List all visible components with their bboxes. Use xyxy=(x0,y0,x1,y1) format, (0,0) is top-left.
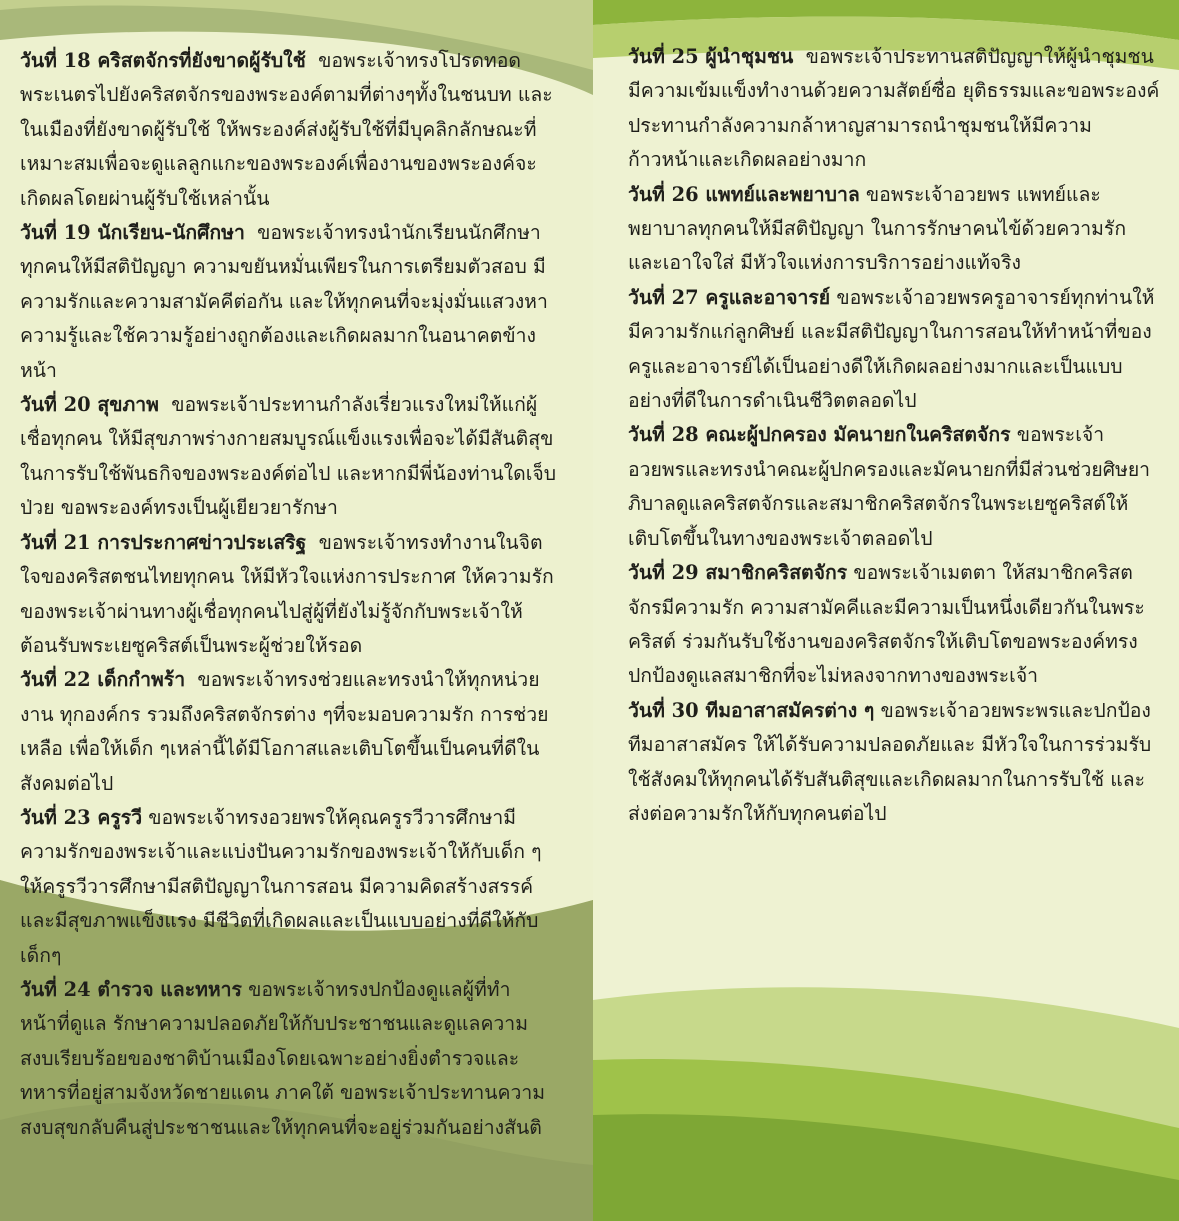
entry-day-27-text: ขอพระเจ้าอวยพรครูอาจารย์ทุกท่านให้มีความรักแก่ลูกศิษย์ และมีสติปัญญาในการสอนให้ทำหน้าที่ของครูและอาจารย์ได้เป็นอย่างดีให้เกิดผลอย่างมากและเป็นแบบอย่างที่ดีในการดำเนินชีวิตตลอดไป xyxy=(628,285,1155,413)
entry-day-30-text: ขอพระเจ้าอวยพระพรและปกป้องทีมอาสาสมัคร ให้ได้รับความปลอดภัยและ มีหัวใจในการร่วมรับใช้สังคมให้ทุกคนได้รับสันติสุขและเกิดผลมากในการรับใช้ และส่งต่อความรักให้กับทุกคนต่อไป xyxy=(628,698,1152,825)
entry-day-25-heading: วันที่ 25 ผู้นำชุมชน xyxy=(628,45,794,68)
entry-day-26-heading: วันที่ 26 แพทย์และพยาบาล xyxy=(628,182,860,206)
entry-day-23-heading: วันที่ 23 ครูรวี xyxy=(20,805,143,829)
entry-day-28 xyxy=(628,418,1160,556)
entry-day-30-heading: วันที่ 30 ทีมอาสาสมัครต่าง ๆ xyxy=(628,698,875,722)
right-panel xyxy=(593,0,1179,1221)
entry-day-30 xyxy=(628,694,1160,832)
entry-day-29 xyxy=(628,556,1160,694)
entry-day-20 xyxy=(20,388,558,526)
right-column xyxy=(628,40,1160,831)
entry-day-24-text: ขอพระเจ้าทรงปกป้องดูแลผู้ที่ทำหน้าที่ดูแล รักษาความปลอดภัยให้กับประชาชนและดูแลความสงบเรียบร้อยของชาติบ้านเมืองโดยเฉพาะอย่างยิ่งตำรวจและทหารที่อยู่สามจังหวัดชายแดน ภาคใต้ ขอพระเจ้าประทานความสงบสุขกลับคืนสู่ประชาชนและให้ทุกคนที่จะอยู่ร่วมกันอย่างสันติ xyxy=(20,977,546,1139)
entry-day-23 xyxy=(20,801,558,973)
entry-day-20-heading: วันที่ 20 สุขภาพ xyxy=(20,393,159,417)
entry-day-24 xyxy=(20,973,558,1145)
entry-day-26-text: ขอพระเจ้าอวยพร แพทย์และพยาบาลทุกคนให้มีสติปัญญา ในการรักษาคนไข้ด้วยความรักและเอาใจใส่ มีหัวใจแห่งการบริการอย่างแท้จริง xyxy=(628,182,1127,275)
entry-day-18-text: ขอพระเจ้าทรงโปรดทอดพระเนตรไปยังคริสตจักรของพระองค์ตามที่ต่างๆทั้งในชนบท และในเมืองที่ยังขาดผู้รับใช้ ให้พระองค์ส่งผู้รับใช้ที่มีบุคลิกลักษณะที่เหมาะสมเพื่อจะดูแลลูกแกะของพระองค์เพื่องานของพระองค์จะเกิดผลโดยผ่านผู้รับใช้เหล่านั้น xyxy=(20,49,553,210)
entry-day-28-heading: วันที่ 28 คณะผู้ปกครอง มัคนายกในคริสตจักร xyxy=(628,423,1011,447)
entry-day-28-text: ขอพระเจ้าอวยพรและทรงนำคณะผู้ปกครองและมัคนายกที่มีส่วนช่วยศิษยาภิบาลดูแลคริสตจักรและสมาชิกคริสตจักรในพระเยซูคริสต์ให้เติบโตขึ้นในทางของพระเจ้าตลอดไป xyxy=(628,423,1151,550)
entry-day-18 xyxy=(20,44,558,216)
entry-day-21 xyxy=(20,526,558,664)
entry-day-21-heading: วันที่ 21 การประกาศข่าวประเสริฐ xyxy=(20,530,307,554)
entry-day-27 xyxy=(628,281,1160,419)
left-column xyxy=(20,44,558,1145)
entry-day-29-text: ขอพระเจ้าเมตตา ให้สมาชิกคริสตจักรมีความรัก ความสามัคคีและมีความเป็นหนึ่งเดียวกันในพระคริสต์ ร่วมกันรับใช้งานของคริสตจักรให้เติบโตขอพระองค์ทรงปกป้องดูแลสมาชิกที่จะไม่หลงจากทางของพระเจ้า xyxy=(628,561,1145,688)
entry-day-24-heading: วันที่ 24 ตำรวจ และทหาร xyxy=(20,977,242,1001)
entry-day-25 xyxy=(628,40,1160,178)
entry-day-27-heading: วันที่ 27 ครูและอาจารย์ xyxy=(628,285,831,309)
entry-day-23-text: ขอพระเจ้าทรงอวยพรให้คุณครูรวีวารศึกษามีความรักของพระเจ้าและแบ่งปันความรักของพระเจ้าให้กับเด็ก ๆให้ครูรวีวารศึกษามีสติปัญญาในการสอน มีความคิดสร้างสรรค์และมีสุขภาพแข็งแรง มีชีวิตที่เกิดผลและเป็นแบบอย่างที่ดีให้กับเด็กๆ xyxy=(20,805,542,967)
entry-day-19-text: ขอพระเจ้าทรงนำนักเรียนนักศึกษาทุกคนให้มีสติปัญญา ความขยันหมั่นเพียรในการเตรียมตัวสอบ มีความรักและความสามัคคีต่อกัน และให้ทุกคนที่จะมุ่งมั่นแสวงหาความรู้และใช้ความรู้อย่างถูกต้องและเกิดผลมากในอนาคตข้างหน้า xyxy=(20,221,548,382)
entry-day-25-text: ขอพระเจ้าประทานสติปัญญาให้ผู้นำชุมชนมีความเข้มแข็งทำงานด้วยความสัตย์ซื่อ ยุติธรรมและขอพระองค์ประทานกำลังความกล้าหาญสามารถนำชุมชนให้มีความก้าวหน้าและเกิดผลอย่างมาก xyxy=(628,45,1160,172)
entry-day-19-heading: วันที่ 19 นักเรียน-นักศึกษา xyxy=(20,221,245,245)
entry-day-18-heading: วันที่ 18 คริสตจักรที่ยังขาดผู้รับใช้ xyxy=(20,49,306,72)
entry-day-22-text: ขอพระเจ้าทรงช่วยและทรงนำให้ทุกหน่วยงาน ทุกองค์กร รวมถึงคริสตจักรต่าง ๆที่จะมอบความรัก การช่วยเหลือ เพื่อให้เด็ก ๆเหล่านี้ได้มีโอกาสและเติบโตขึ้นเป็นคนที่ดีในสังคมต่อไป xyxy=(20,668,549,795)
entry-day-22 xyxy=(20,663,558,801)
entry-day-20-text: ขอพระเจ้าประทานกำลังเรี่ยวแรงใหม่ให้แก่ผู้เชื่อทุกคน ให้มีสุขภาพร่างกายสมบูรณ์แข็งแรงเพื่อจะได้มีสันติสุขในการรับใช้พันธกิจของพระองค์ต่อไป และหากมีพี่น้องท่านใดเจ็บป่วย ขอพระองค์ทรงเป็นผู้เยียวยารักษา xyxy=(20,393,557,520)
entry-day-22-heading: วันที่ 22 เด็กกำพร้า xyxy=(20,668,186,692)
entry-day-26 xyxy=(628,178,1160,281)
entry-day-29-heading: วันที่ 29 สมาชิกคริสตจักร xyxy=(628,561,848,585)
entry-day-21-text: ขอพระเจ้าทรงทำงานในจิตใจของคริสตชนไทยทุกคน ให้มีหัวใจแห่งการประกาศ ให้ความรักของพระเจ้าผ่านทางผู้เชื่อทุกคนไปสู่ผู้ที่ยังไม่รู้จักกับพระเจ้าให้ต้อนรับพระเยซูคริสต์เป็นพระผู้ช่วยให้รอด xyxy=(20,530,554,657)
entry-day-19 xyxy=(20,216,558,388)
